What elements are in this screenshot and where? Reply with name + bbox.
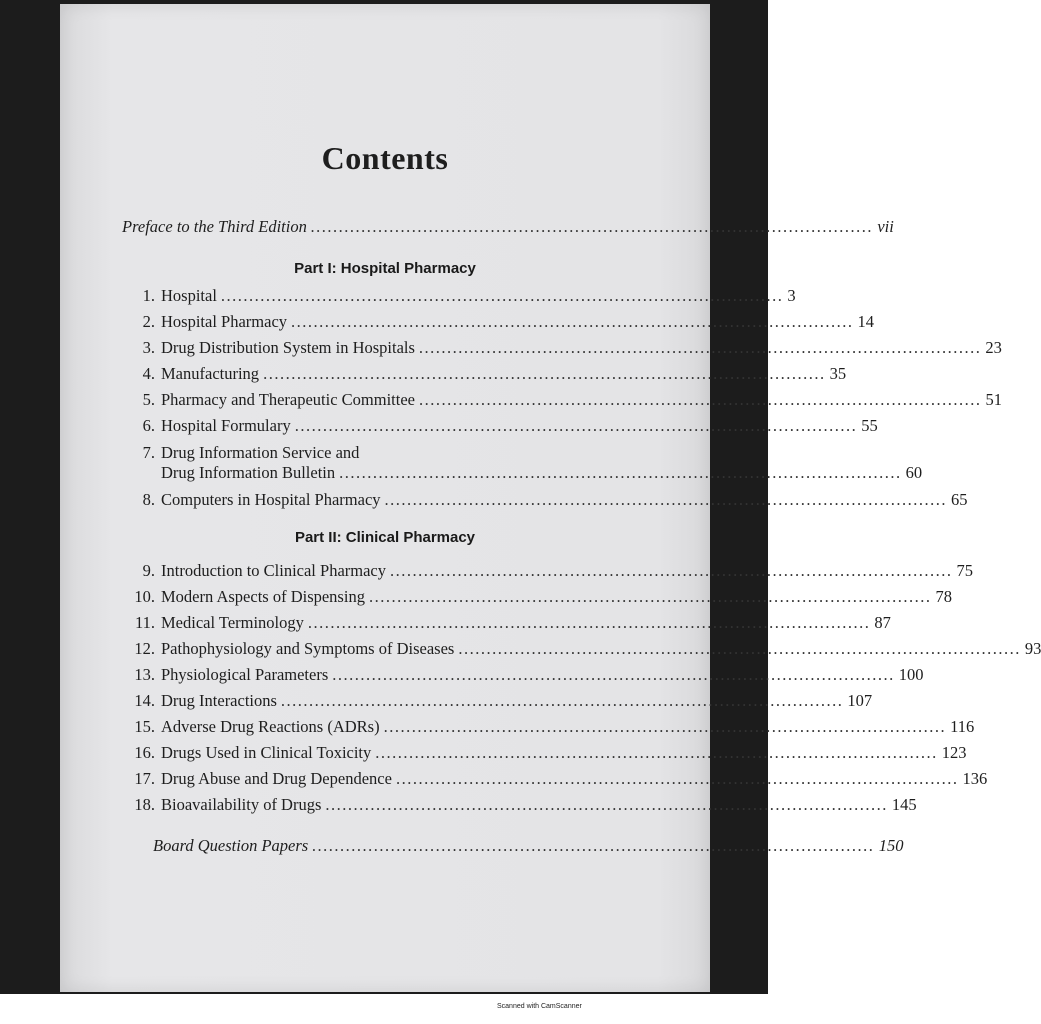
- book-page: [60, 4, 1041, 992]
- part-heading-hospital-pharmacy: Part I: Hospital Pharmacy: [294, 260, 476, 277]
- toc-entry-number: 14.: [134, 691, 155, 710]
- toc-entry-number: 4.: [142, 364, 155, 383]
- toc-leader-dots: ....................................................................................................: [294, 416, 858, 435]
- toc-entry[interactable]: [120, 639, 1041, 661]
- toc-entry-label: Preface to the Third Edition: [122, 217, 307, 236]
- toc-leader-dots: ....................................................................................................: [332, 665, 895, 684]
- toc-entry[interactable]: [120, 364, 847, 386]
- toc-leader-dots: ....................................................................................................: [339, 463, 902, 482]
- toc-leader-dots: ....................................................................................................: [368, 587, 932, 606]
- toc-entry-number: 17.: [134, 769, 155, 788]
- toc-entry-page: vii: [877, 217, 894, 236]
- toc-entry-preface[interactable]: [122, 217, 894, 239]
- toc-entry-label: Drugs Used in Clinical Toxicity: [161, 743, 372, 762]
- toc-entry-number: 1.: [142, 286, 155, 305]
- scanner-watermark: Scanned with CamScanner: [497, 1003, 582, 1010]
- toc-entry-page: 3: [787, 286, 796, 305]
- toc-entry[interactable]: [120, 665, 924, 687]
- toc-entry-page: 123: [941, 743, 967, 762]
- toc-leader-dots: ....................................................................................................: [418, 338, 982, 357]
- toc-entry-label: Drug Distribution System in Hospitals: [161, 338, 415, 357]
- toc-entry-label: Introduction to Clinical Pharmacy: [161, 561, 386, 580]
- toc-entry-page: 100: [898, 665, 924, 684]
- toc-entry-page: 65: [951, 490, 968, 509]
- page-title: Contents: [321, 140, 449, 176]
- toc-entry[interactable]: [120, 416, 878, 438]
- toc-entry-number: 13.: [134, 665, 155, 684]
- toc-leader-dots: ....................................................................................................: [395, 769, 959, 788]
- toc-entry-page: 136: [962, 769, 988, 788]
- toc-entry-number: 7.: [142, 443, 155, 462]
- toc-leader-dots: ....................................................................................................: [280, 691, 844, 710]
- toc-entry-label: Modern Aspects of Dispensing: [161, 587, 365, 606]
- toc-entry-label: Hospital Formulary: [161, 416, 291, 435]
- toc-entry-label: Drug Abuse and Drug Dependence: [161, 769, 392, 788]
- toc-leader-dots: ....................................................................................................: [220, 286, 784, 305]
- toc-entry-number: 16.: [134, 743, 155, 762]
- toc-entry[interactable]: [120, 769, 988, 791]
- toc-entry-label: Medical Terminology: [161, 613, 304, 632]
- toc-entry-label: Drug Information Service and: [161, 443, 360, 462]
- toc-entry-label: Computers in Hospital Pharmacy: [161, 490, 381, 509]
- toc-leader-dots: ....................................................................................................: [310, 217, 874, 236]
- toc-leader-dots: ....................................................................................................: [383, 717, 947, 736]
- toc-entry-page: 145: [891, 795, 917, 814]
- toc-entry[interactable]: [120, 312, 875, 334]
- toc-entry-number: 5.: [142, 390, 155, 409]
- toc-leader-dots: ....................................................................................................: [307, 613, 871, 632]
- toc-leader-dots: ....................................................................................................: [384, 490, 948, 509]
- toc-entry-label: Hospital: [161, 286, 217, 305]
- toc-leader-dots: ....................................................................................................: [263, 364, 826, 383]
- toc-leader-dots: ....................................................................................................: [325, 795, 888, 814]
- toc-entry-label: Manufacturing: [161, 364, 260, 383]
- toc-entry-page: 60: [905, 463, 923, 482]
- toc-entry-label: Pharmacy and Therapeutic Committee: [161, 390, 415, 409]
- toc-leader-dots: ....................................................................................................: [312, 836, 875, 855]
- toc-entry-page: 107: [847, 691, 873, 710]
- toc-entry-page: 150: [878, 836, 904, 855]
- toc-leader-dots: ....................................................................................................: [291, 312, 854, 331]
- toc-entry-continuation[interactable]: [120, 463, 923, 485]
- toc-entry-page: 14: [857, 312, 875, 331]
- toc-leader-dots: ....................................................................................................: [390, 561, 953, 580]
- toc-entry[interactable]: [120, 613, 891, 635]
- toc-entry[interactable]: [120, 286, 796, 308]
- toc-entry-page: 55: [861, 416, 878, 435]
- toc-entry[interactable]: [120, 490, 968, 512]
- toc-leader-dots: ....................................................................................................: [419, 390, 982, 409]
- toc-entry[interactable]: [120, 561, 973, 583]
- toc-entry-number: 12.: [134, 639, 155, 658]
- toc-entry-number: 3.: [142, 338, 155, 357]
- toc-entry-page: 93: [1024, 639, 1041, 658]
- toc-entry-number: 10.: [134, 587, 155, 606]
- toc-entry[interactable]: [120, 338, 1002, 360]
- toc-entry-label: Hospital Pharmacy: [161, 312, 288, 331]
- toc-entry[interactable]: [120, 443, 630, 465]
- toc-entry-page: 87: [874, 613, 891, 632]
- toc-entry-number: 18.: [134, 795, 155, 814]
- toc-entry-label: Adverse Drug Reactions (ADRs): [161, 717, 380, 736]
- toc-leader-dots: ....................................................................................................: [375, 743, 938, 762]
- toc-entry-page: 23: [985, 338, 1002, 357]
- toc-entry[interactable]: [120, 795, 917, 817]
- toc-entry-board-question-papers[interactable]: [153, 836, 904, 858]
- toc-entry[interactable]: [120, 691, 873, 713]
- toc-entry-page: 78: [935, 587, 952, 606]
- toc-entry-number: 8.: [142, 490, 155, 509]
- toc-entry-number: 15.: [134, 717, 155, 736]
- toc-leader-dots: ....................................................................................................: [458, 639, 1021, 658]
- toc-entry-label: Drug Information Bulletin: [161, 463, 336, 482]
- toc-entry-label: Bioavailability of Drugs: [161, 795, 322, 814]
- toc-entry-number: 2.: [142, 312, 155, 331]
- toc-entry[interactable]: [120, 717, 975, 739]
- toc-entry-page: 75: [956, 561, 973, 580]
- toc-entry-label: Physiological Parameters: [161, 665, 329, 684]
- toc-entry-number: 6.: [142, 416, 155, 435]
- toc-entry-page: 116: [950, 717, 975, 736]
- toc-entry[interactable]: [120, 390, 1002, 412]
- toc-entry-page: 51: [985, 390, 1002, 409]
- toc-entry-label: Board Question Papers: [153, 836, 309, 855]
- part-heading-clinical-pharmacy: Part II: Clinical Pharmacy: [294, 529, 476, 546]
- toc-entry[interactable]: [120, 743, 967, 765]
- toc-entry-label: Pathophysiology and Symptoms of Diseases: [161, 639, 455, 658]
- toc-entry-label: Drug Interactions: [161, 691, 277, 710]
- toc-entry[interactable]: [120, 587, 952, 609]
- toc-entry-number: 9.: [142, 561, 155, 580]
- toc-entry-page: 35: [829, 364, 847, 383]
- toc-entry-number: 11.: [134, 613, 155, 632]
